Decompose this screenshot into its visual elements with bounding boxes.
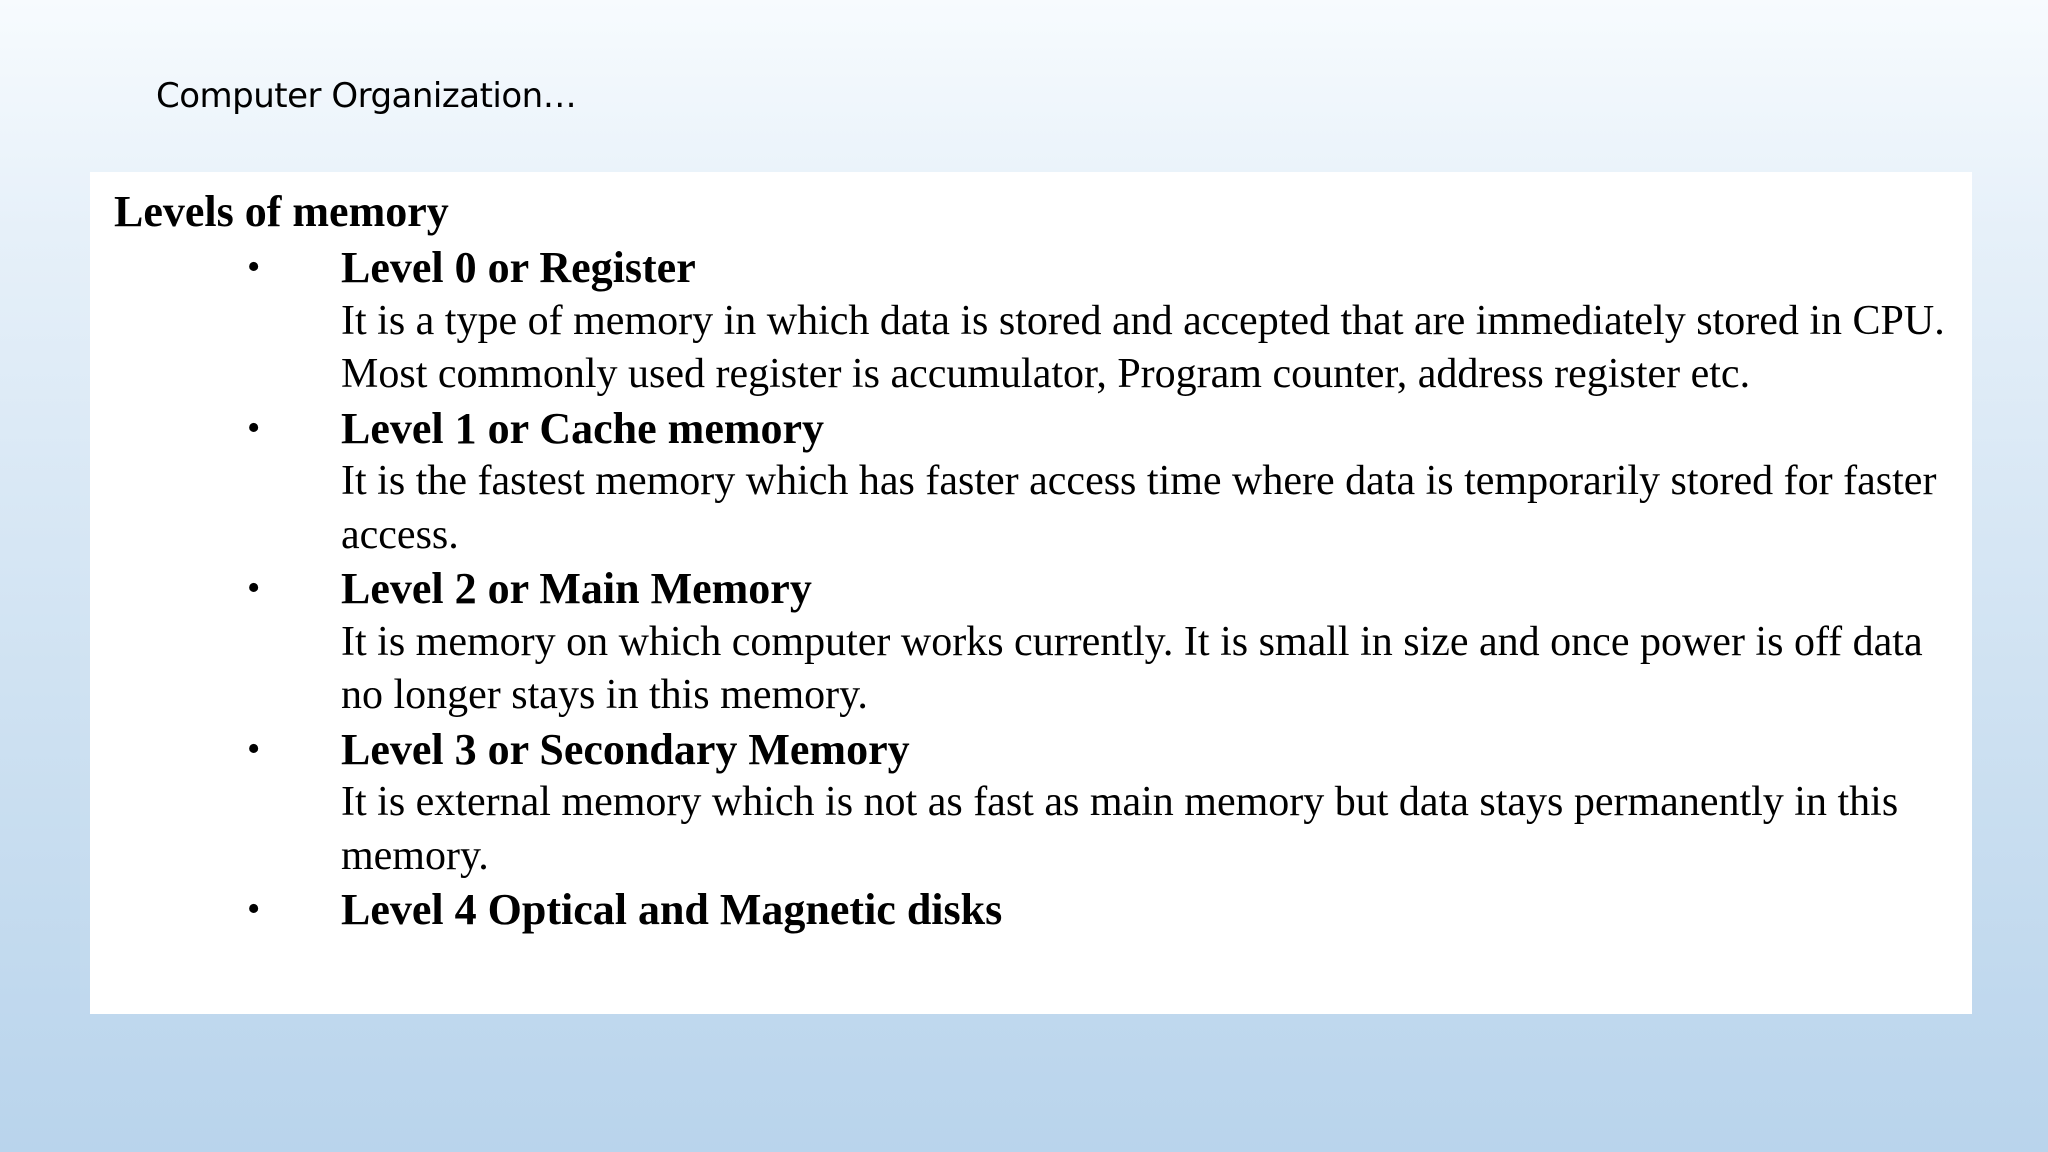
bullet-icon: • xyxy=(247,246,261,288)
list-item-level-1 xyxy=(90,402,1966,563)
list-item-level-4 xyxy=(90,883,1966,937)
bullet-icon: • xyxy=(247,727,261,770)
level-description: It is external memory which is not as fast as main memory but data stays permanently in this memory. xyxy=(341,779,1899,879)
bullet-icon: • xyxy=(247,406,261,449)
level-description: It is a type of memory in which data is stored and accepted that are immediately stored in CPU. Most commonly used register is accumulator, Program counter, address register etc. xyxy=(341,297,1945,397)
level-description: It is memory on which computer works currently. It is small in size and once power is off data no longer stays in this memory. xyxy=(341,618,1923,718)
content-box xyxy=(90,172,1972,1014)
content-heading: Levels of memory xyxy=(114,187,449,236)
level-description: It is the fastest memory which has faster access time where data is temporarily stored for faster access. xyxy=(341,458,1937,558)
list-item-level-3 xyxy=(90,723,1966,884)
slide-title: Computer Organization… xyxy=(156,76,577,116)
bullet-icon: • xyxy=(247,888,261,930)
level-title: Level 3 or Secondary Memory xyxy=(341,724,910,774)
level-title: Level 4 Optical and Magnetic disks xyxy=(341,885,1003,934)
memory-levels-list xyxy=(90,241,1966,937)
level-title: Level 1 or Cache memory xyxy=(341,403,825,453)
list-item-level-2 xyxy=(90,562,1966,723)
level-title: Level 0 or Register xyxy=(341,243,696,292)
list-item-level-0 xyxy=(90,241,1966,402)
bullet-icon: • xyxy=(247,567,261,609)
level-title: Level 2 or Main Memory xyxy=(341,564,812,613)
